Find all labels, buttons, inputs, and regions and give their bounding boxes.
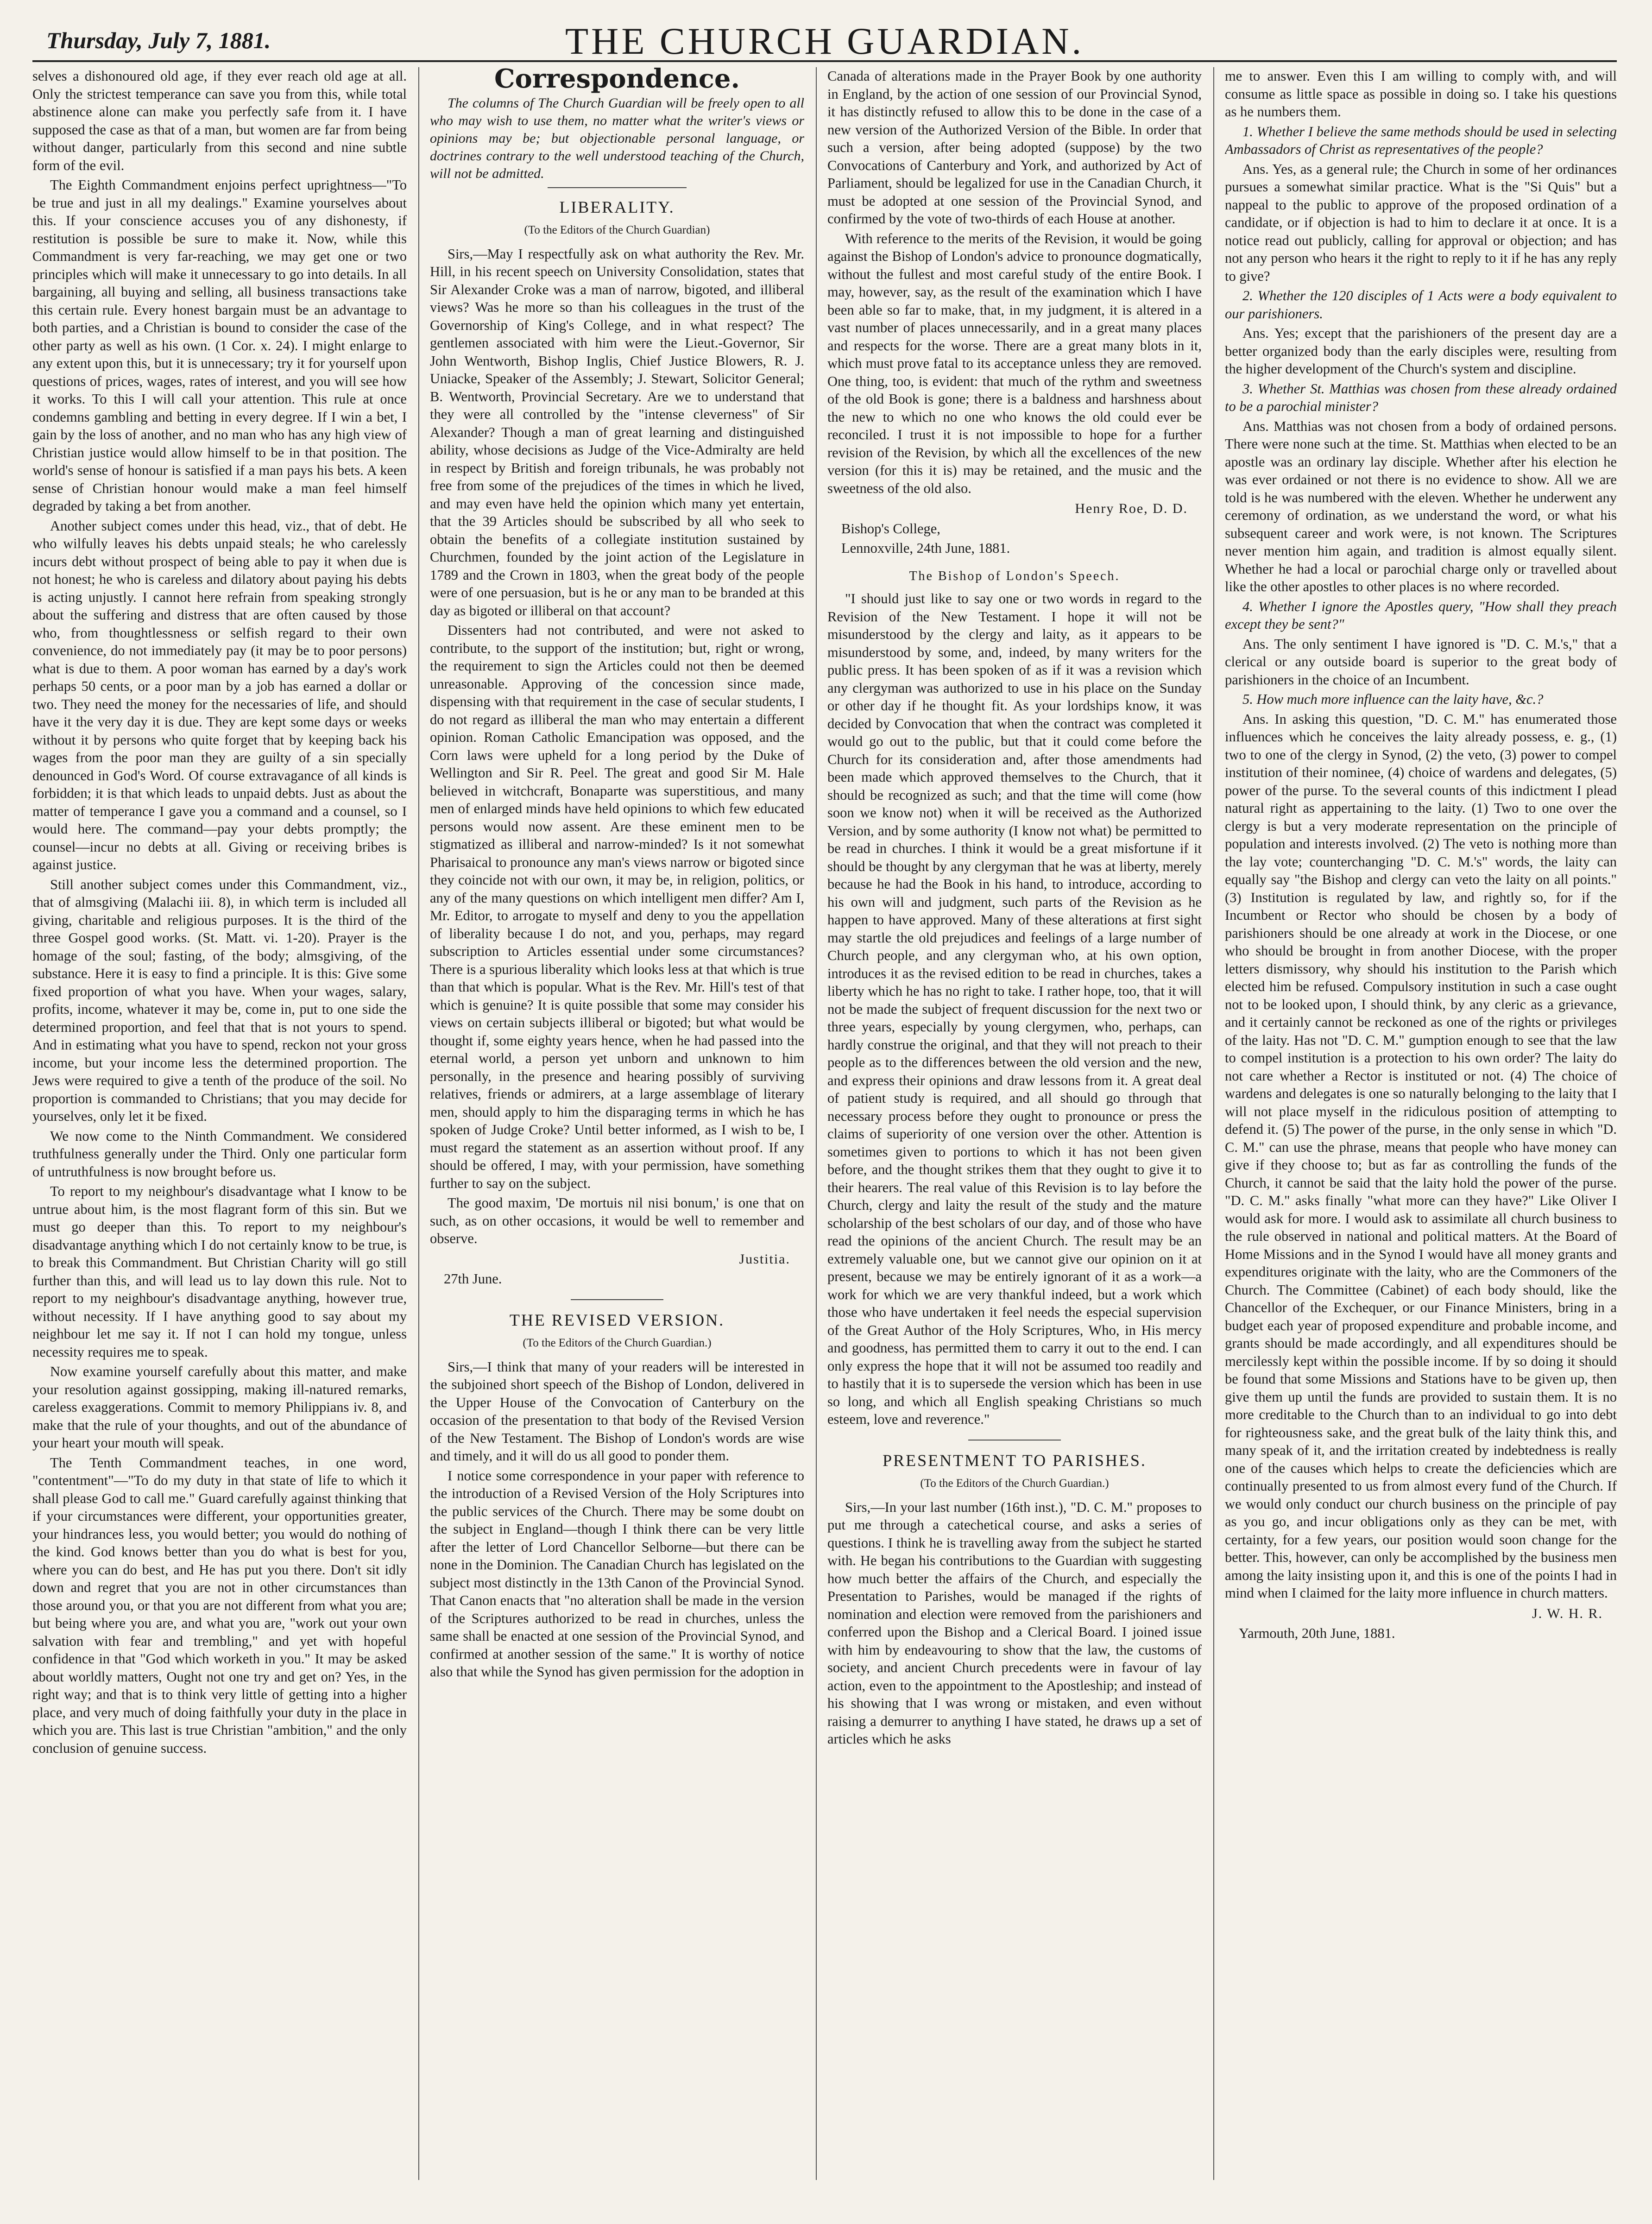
paragraph: With reference to the merits of the Revision, it would be going against the Bishop of London's advice to pronounce dogmatically, without the fullest and most careful study of the entire Book. I may, however, say, as the result of the examination which I have been able so far to make, that, in my judgment, it is altered in a vast number of places unnecessarily, and in a great many places and respects for the worse. There are a great many blots in it, which must prove fatal to its acceptance unless they are removed. One thing, too, is evident: that much of the rythm and sweetness of the old Book is gone; there is a baldness and harshness about the new to which no one who knows the old could ever be reconciled. I trust it is not impossible to hope for a further revision of the Revision, by which all the excellences of the new version (for this it is) may be retained, and the music and the sweetness of the old also. (827, 230, 1202, 496)
letter-title-revised-version: THE REVISED VERSION. (509, 1310, 725, 1329)
divider-rule (548, 187, 687, 188)
section-heading-correspondence: Correspondence. (494, 67, 740, 94)
masthead (32, 14, 1617, 62)
paragraph: Sirs,—May I respectfully ask on what authority the Rev. Mr. Hill, in his recent speech on University Consolidation, states that Sir Alexander Croke was a man of narrow, bigoted, and illiberal views? Was he more so than his colleagues in the trust of the Governorship of King's College, and in what respect? The gentlemen associated with him were the Lieut.-Governor, Sir John Wentworth, Bishop Inglis, Chief Justice Blowers, R. J. Uniacke, Speaker of the Assembly; J. Stewart, Solicitor General; B. Wentworth, Provincial Secretary. Are we to understand that they were all controlled by the "intense cleverness" of Sir Alexander? Though a man of great learning and distinguished ability, whose decisions as Judge of the Vice-Admiralty are held in respect by British and foreign tribunals, he was probably not free from some of the prejudices of the times in which he lived, and may even have held the opinion which many yet entertain, that the 39 Articles should be subscribed by all who seek to obtain the benefits of a collegiate institution sustained by Churchmen, founded by the joint action of the Legislature in 1789 and the Crown in 1803, when the great body of the people were of one persuasion, but is he or any man to be branded at this day as bigoted or illiberal on that account? (430, 246, 804, 619)
paragraph: Dissenters had not contributed, and were not asked to contribute, to the support of the institution; but, right or wrong, the requirement to sign the Articles could not then be deemed unreasonable. Approving of the concession since made, dispensing with that requirement in the case of secular students, I do not regard as illiberal the man who may entertain a different opinion. Roman Catholic Emancipation was opposed, and the Corn laws were upheld for a long period by the Duke of Wellington and Sir R. Peel. The great and good Sir M. Hale believed in witchcraft, Bonaparte was superstitious, and many men of enlarged minds have held opinions to which few educated persons would now assent. Are these eminent men to be stigmatized as illiberal and narrow-minded? Is it not somewhat Pharisaical to pronounce any man's views narrow or bigoted since they coincide not with our own, it may be, in religion, politics, or any of the many questions on which intelligent men differ? Am I, Mr. Editor, to arrogate to myself and deny to you the appellation of liberality because I do not, and you, perhaps, may regard subscription to Articles essential under some circumstances? There is a spurious liberality which looks less at that which is true than that which is popular. What is the Rev. Mr. Hill's test of that which is genuine? It is quite possible that some may consider his views on certain subjects illiberal or bigoted; but what would be thought if, some eighty years hence, when he had passed into the eternal world, a person yet unborn and unknown to him personally, in the presence and hearing possibly of surviving relatives, friends or admirers, at a large assemblage of literary men, should apply to him the disparaging terms in which he has spoken of Judge Croke? Until better informed, as I wish to be, I must regard the statement as an assertion without proof. If any should be offered, I may, with your permission, have something further to say on the subject. (430, 622, 804, 1191)
paragraph: The Tenth Commandment teaches, in one word, "contentment"—"To do my duty in that state of life to which it shall please God to call me." Guard carefully against thinking that if your circumstances were different, your opportunities greater, your hindrances less, you would better; you would do nothing of the kind. God knows better than you do what is best for you, where you can do best, and He has put you there. Don't sit idly down and regret that you are not in other circumstances than those around you, or that you are not different from what you are; but being where you are, and what you are, "work out your own salvation with fear and trembling," and yet with hopeful confidence in that "God which worketh in you." It may be asked about worldly matters, Ought not one try and get on? Yes, in the right way; and that is to think very little of getting into a higher place, and very much of doing faithfully your duty in the place in which you are. This last is true Christian "ambition," and the only conclusion of genuine success. (32, 1454, 407, 1756)
letter-signature: Justitia. (739, 1251, 790, 1267)
letter-signature: Henry Roe, D. D. (1075, 501, 1188, 516)
paragraph: Still another subject comes under this Commandment, viz., that of almsgiving (Malachi iii. 8), in which term is included all giving, charitable and religious purposes. It is the third of the three Gospel good works. (St. Matt. vi. 1-20). Prayer is the homage of the soul; fasting, of the body; almsgiving, of the substance. Here it is easy to find a principle. It is this: Give some fixed proportion of what you have. When your wages, salary, profits, income, whatever it may be, come in, put to one side the determined proportion, and feel that that is not yours to spend. And in estimating what you have to spend, reckon not your gross income, but your income less the determined proportion. The Jews were required to give a tenth of the produce of the soil. No proportion is commanded to Christians; that you may decide for yourselves, only let it be fixed. (32, 876, 407, 1124)
column-divider (1213, 67, 1214, 2180)
column-2 (430, 67, 804, 2180)
letter-date: 27th June. (444, 1271, 502, 1287)
paragraph: Canada of alterations made in the Prayer Book by one authority in England, by the action of one session of our Provincial Synod, it has distinctly refused to allow this to be done in the case of a new version of the Authorized Version of the Bible. In order that such a version, after being adopted (suppose) by the two Convocations of Canterbury and York, and authorized by Act of Parliament, should be legalized for use in the Canadian Church, it must be adopted at one session of the Provincial Synod, and confirmed by the vote of two-thirds of each House at another. (827, 68, 1202, 227)
paragraph: "I should just like to say one or two words in regard to the Revision of the New Testament. I hope it will not be misunderstood by the clergy and laity, as it appears to be misunderstood by some, and, indeed, by many writers for the public press. It has been spoken of as if it was a revision which any clergyman was authorized to use in his place on the Sunday or other day if he thought fit. As your lordships know, it was decided by Convocation that when the contract was completed it would go out to the public, but that it could come before the Church for its consideration and, after those amendments had been made which approved themselves to the Church, that it should be recognized as such; and that the time will come (how soon we know not) when it will be received as the Authorized Version, and by some authority (I know not what) be permitted to be read in churches. I think it would be a great misfortune if it should be thought by any clergyman that he was at liberty, merely because he had the Book in his hand, to introduce, according to his own will and judgment, such parts of the Revision as he happen to have approved. Many of these alterations at first sight may startle the old prejudices and feelings of a large number of Church people, and any clergyman who, at his own option, introduces it as the revised edition to be read in churches, takes a liberty which he has no right to take. I rather hope, too, that it will not be made the subject of frequent discussion for the next two or three years, especially by young clergymen, who, perhaps, can hardly construe the original, and that they will not preach to their people as to the differences between the old version and the new, and express their opinions and draw lessons from it. A great deal of patient study is required, and all should go through that necessary process before they ought to pronounce or press the claims of superiority of one version over the other. Attention is sometimes given to portions to which it has not been given before, and the thought strikes them that they ought to give it to their hearers. The real value of this Revision is to lay before the Church, clergy and laity the result of the study and the mature scholarship of the best scholars of our day, and of those who have read the opinions of the ancient Church. The result may be an extremely valuable one, but we cannot give our opinion on it at present, because we may be entirely ignorant of it as a work—a work for which we are very thankful indeed, but a work which those who have undertaken it feel needs the especial supervision of the Great Author of the Holy Scriptures, Who, in His mercy and goodness, has permitted them to carry it out to the end. I can only express the hope that it will not be assumed too readily and to hastily that it is to supersede the version which has been in use so long, and which all English speaking Christians so much esteem, love and reverence." (827, 591, 1202, 1427)
paragraph: selves a dishonoured old age, if they ever reach old age at all. Only the strictest temperance can save you from this, while total abstinence alone can make you perfectly safe from it. I have supposed the case as that of a man, but women are far from being without danger, particularly from this second and nine subtle form of the evil. (32, 68, 407, 173)
question: 2. Whether the 120 disciples of 1 Acts were a body equivalent to our parishioners. (1225, 288, 1617, 322)
answer: Ans. Yes, as a general rule; the Church in some of her ordinances pursues a somewhat similar practice. What is the "Si Quis" but a nappeal to the public to approve of the proposed ordination of a candidate, or if objection is had to him to declare it at once. It is a notice read out publicly, calling for approval or objection; and has not any person who hears it the right to reply to it if he has any reply to give? (1225, 161, 1617, 284)
paragraph: We now come to the Ninth Commandment. We considered truthfulness generally under the Third. Only one particular form of untruthfulness is now brought before us. (32, 1128, 407, 1180)
answer: Ans. In asking this question, "D. C. M." has enumerated those influences which he conceives the laity already possess, e. g., (1) two to one of the clergy in Synod, (2) the veto, (3) power to compel institution of their nominee, (4) choice of wardens and delegates, (5) power of the purse. To the several counts of this indictment I plead natural right as appertaining to the laity. (1) Two to one over the clergy is but a very moderate representation on the principle of population and interests involved. (2) The veto is nothing more than the lay vote; counterchanging "D. C. M.'s" words, the laity can equally say "the Bishop and clergy can veto the laity on all points." (3) Institution is regulated by law, and rightly so, for if the Incumbent or Rector who should be chosen by a body of parishioners should be one already at work in the Diocese, or one who should be brought in from another Diocese, with the proper letters dismissory, why should his institution to the Parish which elected him be refused. Compulsory institution in such a case ought not to be looked upon, I should think, by any cleric as a grievance, and it certainly cannot be reckoned as one of the rights or privileges of the laity. Has not "D. C. M." gumption enough to see that the law to compel institution is a protection to his own order? The laity do not care whether a Rector is instituted or not. (4) The choice of wardens and delegates is one so naturally belonging to the laity that I will not place myself in the ridiculous position of attempting to defend it. (5) The power of the purse, in the only sense in which "D. C. M." can use the phrase, means that people who have money can give if they choose to; but as far as controlling the funds of the Church, it cannot be said that the laity hold the power of the purse. "D. C. M." asks finally "what more can they have?" Like Oliver I would ask for more. I would ask to assimilate all church business to the rule observed in national and political matters. At the Board of Home Missions and in the Synod I would have all money grants and expenditures originate with the laity, who are the Commoners of the Church. The Committee (Cabinet) of each body should, like the Chancellor of the Exchequer, or our Finance Ministers, bring in a budget each year of proposed expenditure and probable income, and grants should be made accordingly, and all expenditures should be mercilessly kept within the possible income. If by so doing it should be found that some Missions and Stations have to be given up, then give them up until the funds are provided to sustain them. It is no more creditable to the Church than to an individual to go into debt for righteousness sake, and the great bulk of the laity think this, and many speak of it, and the irritation created by indebtedness is really one of the causes which helps to create the deficiencies which are continually presented to us from almost every fund of the Church. If we would only conduct our church business on the principle of pay as you go, and incur obligations only as they can be met, with certainty, for a few years, our position would soon change for the better. This, however, can only be accomplished by the business men among the laity insisting upon it, and this is one of the points I had in mind when I claimed for the laity more influence in church matters. (1225, 711, 1617, 1601)
paragraph: The good maxim, 'De mortuis nil nisi bonum,' is one that on such, as on other occasions, it would be well to remember and observe. (430, 1195, 804, 1246)
divider-rule (571, 1299, 663, 1300)
answer: Ans. Yes; except that the parishioners of the present day are a better organized body than the early disciples were, resulting from the higher development of the Church's system and discipline. (1225, 325, 1617, 377)
letter-date: Yarmouth, 20th June, 1881. (1239, 1625, 1395, 1641)
editorial-note: The columns of The Church Guardian will be freely open to all who may wish to use them, no matter what the writer's views or opinions may be; but objectionable personal language, or doctrines contrary to the well understood teaching of the Church, will not be admitted. (430, 95, 804, 181)
page-columns (32, 67, 1617, 2180)
column-3 (827, 67, 1202, 2180)
letter-place: Bishop's College, (841, 520, 940, 537)
letter-signature: J. W. H. R. (1532, 1605, 1603, 1621)
answer: Ans. The only sentiment I have ignored is "D. C. M.'s," that a clerical or any outside board is superior to the great body of parishioners in the choice of an Incumbent. (1225, 636, 1617, 688)
column-4 (1225, 67, 1617, 2180)
column-1 (32, 67, 407, 2180)
letter-address: (To the Editors of the Church Guardian) (524, 224, 710, 236)
issue-date: Thursday, July 7, 1881. (46, 27, 271, 53)
question: 3. Whether St. Matthias was chosen from these already ordained to be a parochial minister? (1225, 380, 1617, 414)
letter-title-liberality: LIBERALITY. (559, 197, 675, 216)
letter-title-presentment: PRESENTMENT TO PARISHES. (883, 1451, 1147, 1470)
paragraph: Sirs,—In your last number (16th inst.), "D. C. M." proposes to put me through a catechetical course, and asks a series of questions. I think he is travelling away from the subject he started with. He began his contributions to the Guardian with suggesting how much better the affairs of the Church, and especially the Presentation to Parishes, would be managed if the rights of nomination and election were removed from the parishioners and conferred upon the Bishop and a Clerical Board. I joined issue with him by endeavouring to show that the law, the customs of society, and ancient Church precedents were in favour of lay action, even to the appointment to the Apostleship; and instead of his showing that I was wrong or mistaken, and even without raising a demurrer to anything I have stated, he draws up a set of articles which he asks (827, 1499, 1202, 1747)
letter-date: Lennoxville, 24th June, 1881. (841, 540, 1010, 556)
column-divider (816, 67, 817, 2180)
column-divider (418, 67, 419, 2180)
question: 1. Whether I believe the same methods should be used in selecting Ambassadors of Christ as representatives of the people? (1225, 123, 1617, 157)
question: 4. Whether I ignore the Apostles query, "How shall they preach except they be sent?" (1225, 598, 1617, 632)
paragraph: Now examine yourself carefully about this matter, and make your resolution against gossipping, making ill-natured remarks, careless exaggerations. Commit to memory Philippians iv. 8, and make that the rule of your thoughts, and out of the abundance of your heart your mouth will speak. (32, 1364, 407, 1451)
paragraph: me to answer. Even this I am willing to comply with, and will consume as little space as possible in doing so. I take his questions as he numbers them. (1225, 68, 1617, 120)
question: 5. How much more influence can the laity have, &c.? (1242, 691, 1544, 707)
letter-address: (To the Editors of the Church Guardian.) (523, 1337, 712, 1349)
newspaper-title: THE CHURCH GUARDIAN. (565, 20, 1084, 62)
letter-address: (To the Editors of the Church Guardian.) (920, 1477, 1109, 1490)
paragraph: Another subject comes under this head, viz., that of debt. He who wilfully leaves his debts unpaid steals; he who carelessly incurs debt without prospect of being able to pay it when due is not honest; he who is careless and dilatory about paying his debts is acting unjustly. I cannot here refrain from speaking strongly about the suffering and distress that are often caused by those who, from thoughtlessness or selfish regard to their own convenience, do not immediately pay (it may be to poor persons) what is due to them. A poor woman has earned by a day's work perhaps 50 cents, or a poor man by a job has earned a dollar or two. They need the money for the necessaries of life, and should have it the very day it is due. They are kept some days or weeks without it by persons who quite forget that by keeping back his wages from the poor man they are guilty of a sin specially denounced in God's Word. Of course extravagance of all kinds is forbidden; it is that which leads to unpaid debts. Just as about the matter of temperance I gave you a command and a counsel, so I would here. The command—pay your debts promptly; the counsel—incur no debts at all. Giving or receiving bribes is against justice. (32, 518, 407, 872)
divider-rule (968, 1440, 1061, 1441)
speech-title: The Bishop of London's Speech. (909, 569, 1120, 583)
answer: Ans. Matthias was not chosen from a body of ordained persons. There were none such at the time. St. Matthias when elected to be an apostle was an ordinary lay disciple. Whether after his election he was ever ordained or not there is no evidence to show. All we are told is he was numbered with the eleven. Whether he underwent any ceremony of ordination, as we understand the word, or what his subsequent career and work were, is not known. The Scriptures never mention him again, and tradition is almost equally silent. Whether he had a local or parochial charge only or travelled about like the other apostles to other places is no where recorded. (1225, 418, 1617, 594)
paragraph: To report to my neighbour's disadvantage what I know to be untrue about him, is the most flagrant form of this sin. But we must go deeper than this. To report to my neighbour's disadvantage anything which I do not certainly know to be true, is to break this Commandment. But Christian Charity will go still further than this, and will lead us to lay down this rule. Not to report to my neighbour's disadvantage anything, however true, without necessity. If I have anything good to say about my neighbour let me say it. If not I can hold my tongue, unless necessity requires me to speak. (32, 1183, 407, 1360)
paragraph: Sirs,—I think that many of your readers will be interested in the subjoined short speech of the Bishop of London, delivered in the Upper House of the Convocation of Canterbury on the occasion of the presentation to that body of the Revised Version of the New Testament. The Bishop of London's words are wise and timely, and it will do us all good to ponder them. (430, 1358, 804, 1464)
paragraph: I notice some correspondence in your paper with reference to the introduction of a Revised Version of the Holy Scriptures into the public services of the Church. There may be some doubt on the subject in England—though I think there can be very little after the letter of Lord Chancellor Selborne—but there can be none in the Dominion. The Canadian Church has legislated on the subject most distinctly in the 13th Canon of the Provincial Synod. That Canon enacts that "no alteration shall be made in the version of the Scriptures authorized to be read in churches, unless the same shall be enacted at one session of the Provincial Synod, and confirmed at another session of the same." It is worthy of notice also that while the Synod has given permission for the adoption in (430, 1467, 804, 1680)
paragraph: The Eighth Commandment enjoins perfect uprightness—"To be true and just in all my dealings." Examine yourselves about this. If your conscience accuses you of any dishonesty, if restitution is possible be sure to make it. Now, while this Commandment is very far-reaching, we may get one or two principles which will make it unnecessary to go into details. In all bargaining, all buying and selling, all business transactions take this certain rule. Every honest bargain must be an advantage to both parties, and a Christian is bound to consider the case of the other party as well as his own. (1 Cor. x. 24). I might enlarge to any extent upon this, but it is unnecessary; try it for yourself upon questions of prices, wages, rates of interest, and you will see how it works. To this I will call your attention. This rule at once condemns gambling and betting in every degree. If I win a bet, I gain by the loss of another, and no man who has any high view of Christian justice would allow himself to be in that position. The world's sense of honour is satisfied if a man pays his bets. A keen sense of Christian honour would make a man feel himself degraded by taking a bet from another. (32, 177, 407, 514)
